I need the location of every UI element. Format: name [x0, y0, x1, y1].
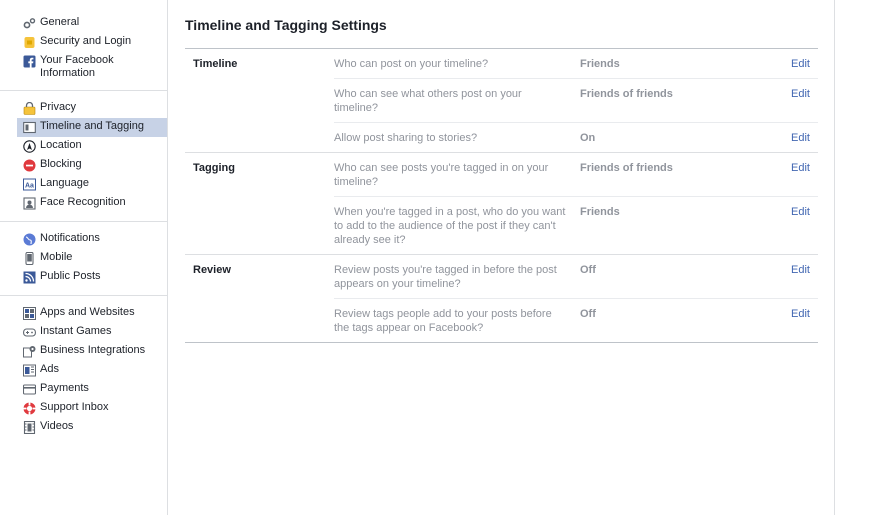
sidebar-item-label: Privacy [40, 101, 77, 113]
facebook-icon [23, 55, 36, 68]
edit-link[interactable]: Edit [791, 308, 810, 320]
sidebar-group [0, 230, 167, 287]
rss-icon [23, 271, 36, 284]
gamepad-icon [23, 326, 36, 339]
credit-card-icon [23, 383, 36, 396]
sidebar-item-label: Location [40, 139, 82, 151]
setting-row[interactable] [334, 153, 818, 196]
sidebar-item-face-recognition[interactable] [0, 194, 167, 213]
sidebar-item-privacy[interactable] [0, 99, 167, 118]
mobile-icon [23, 252, 36, 265]
sidebar-item-label: Security and Login [40, 35, 132, 47]
setting-value: Friends [580, 206, 620, 218]
right-divider [834, 0, 835, 515]
globe-icon [23, 233, 36, 246]
sidebar-group [0, 99, 167, 213]
section-tagging [185, 152, 818, 254]
business-icon [23, 345, 36, 358]
edit-link[interactable]: Edit [791, 162, 810, 174]
svg-text:Aa: Aa [25, 182, 34, 190]
setting-question: Who can post on your timeline? [334, 58, 489, 70]
sidebar-divider [0, 90, 167, 91]
sidebar-item-location[interactable] [0, 137, 167, 156]
setting-question: Who can see posts you're tagged in on your timeline? [334, 162, 549, 188]
sidebar-item-label: Ads [40, 363, 59, 375]
setting-question: Review posts you're tagged in before the post appears on your timeline? [334, 264, 557, 290]
sidebar-item-public-posts[interactable] [0, 268, 167, 287]
sidebar-item-label: Notifications [40, 232, 100, 244]
section-title: Review [193, 264, 231, 276]
setting-value: Off [580, 308, 596, 320]
sidebar-item-videos[interactable] [0, 418, 167, 437]
setting-row[interactable] [334, 255, 818, 298]
section-title: Tagging [193, 162, 235, 174]
setting-question: Allow post sharing to stories? [334, 132, 478, 144]
setting-question: Who can see what others post on your timeline? [334, 88, 522, 114]
setting-row[interactable] [334, 78, 818, 122]
sidebar-group [0, 14, 167, 82]
sidebar-item-language[interactable] [0, 175, 167, 194]
face-recognition-icon [23, 197, 36, 210]
setting-row[interactable] [334, 49, 818, 78]
sidebar-divider [0, 221, 167, 222]
section-timeline [185, 48, 818, 152]
sidebar-item-label: Payments [40, 382, 89, 394]
sidebar-item-label: Blocking [40, 158, 82, 170]
sidebar-item-instant-games[interactable] [0, 323, 167, 342]
sidebar-item-label: General [40, 16, 80, 28]
location-icon [23, 140, 36, 153]
edit-link[interactable]: Edit [791, 132, 810, 144]
section-title: Timeline [193, 58, 238, 70]
film-icon [23, 421, 36, 434]
sidebar-divider [0, 295, 167, 296]
sidebar-item-security-and-login[interactable] [0, 33, 167, 52]
lifebuoy-icon [23, 402, 36, 415]
apps-icon [23, 307, 36, 320]
section-rows [334, 153, 818, 254]
settings-sections [185, 48, 818, 343]
setting-value: Friends of friends [580, 88, 673, 100]
sidebar-item-apps-and-websites[interactable] [0, 304, 167, 323]
sidebar-item-general[interactable] [0, 14, 167, 33]
language-icon [23, 178, 36, 191]
sidebar-item-label: Videos [40, 420, 74, 432]
section-rows [334, 49, 818, 152]
settings-sidebar [0, 0, 168, 515]
sidebar-item-label: Business Integrations [40, 344, 146, 356]
sidebar-item-ads[interactable] [0, 361, 167, 380]
lock-icon [23, 102, 36, 115]
setting-row[interactable] [334, 196, 818, 254]
sidebar-item-label: Language [40, 177, 89, 189]
section-rows [334, 255, 818, 342]
edit-link[interactable]: Edit [791, 264, 810, 276]
setting-value: Off [580, 264, 596, 276]
sidebar-item-label: Support Inbox [40, 401, 109, 413]
sidebar-item-label: Your Facebook Information [40, 54, 114, 79]
setting-value: On [580, 132, 596, 144]
sidebar-item-label: Face Recognition [40, 196, 126, 208]
sidebar-item-label: Timeline and Tagging [40, 120, 144, 132]
sidebar-item-your-facebook-information[interactable] [0, 52, 167, 82]
sidebar-item-payments[interactable] [0, 380, 167, 399]
sidebar-item-support-inbox[interactable] [0, 399, 167, 418]
setting-row[interactable] [334, 122, 818, 152]
sidebar-item-label: Instant Games [40, 325, 112, 337]
setting-value: Friends of friends [580, 162, 673, 174]
sidebar-group [0, 304, 167, 437]
sidebar-item-label: Mobile [40, 251, 73, 263]
sidebar-item-notifications[interactable] [0, 230, 167, 249]
setting-question: When you're tagged in a post, who do you want to add to the audience of the post if they can't already see it? [334, 206, 566, 246]
sidebar-item-timeline-and-tagging[interactable] [17, 118, 167, 137]
main-content [185, 0, 818, 343]
edit-link[interactable]: Edit [791, 88, 810, 100]
sidebar-item-label: Public Posts [40, 270, 101, 282]
sidebar-item-label: Apps and Websites [40, 306, 135, 318]
edit-link[interactable]: Edit [791, 58, 810, 70]
sidebar-item-blocking[interactable] [0, 156, 167, 175]
ads-icon [23, 364, 36, 377]
setting-question: Review tags people add to your posts before the tags appear on Facebook? [334, 308, 552, 334]
setting-value: Friends [580, 58, 620, 70]
timeline-icon [23, 121, 36, 134]
setting-row[interactable] [334, 298, 818, 342]
page-title: Timeline and Tagging Settings [185, 17, 387, 33]
section-review [185, 254, 818, 343]
sidebar-item-mobile[interactable] [0, 249, 167, 268]
block-icon [23, 159, 36, 172]
edit-link[interactable]: Edit [791, 206, 810, 218]
sidebar-item-business-integrations[interactable] [0, 342, 167, 361]
gear-icon [23, 17, 36, 30]
shield-icon [23, 36, 36, 49]
